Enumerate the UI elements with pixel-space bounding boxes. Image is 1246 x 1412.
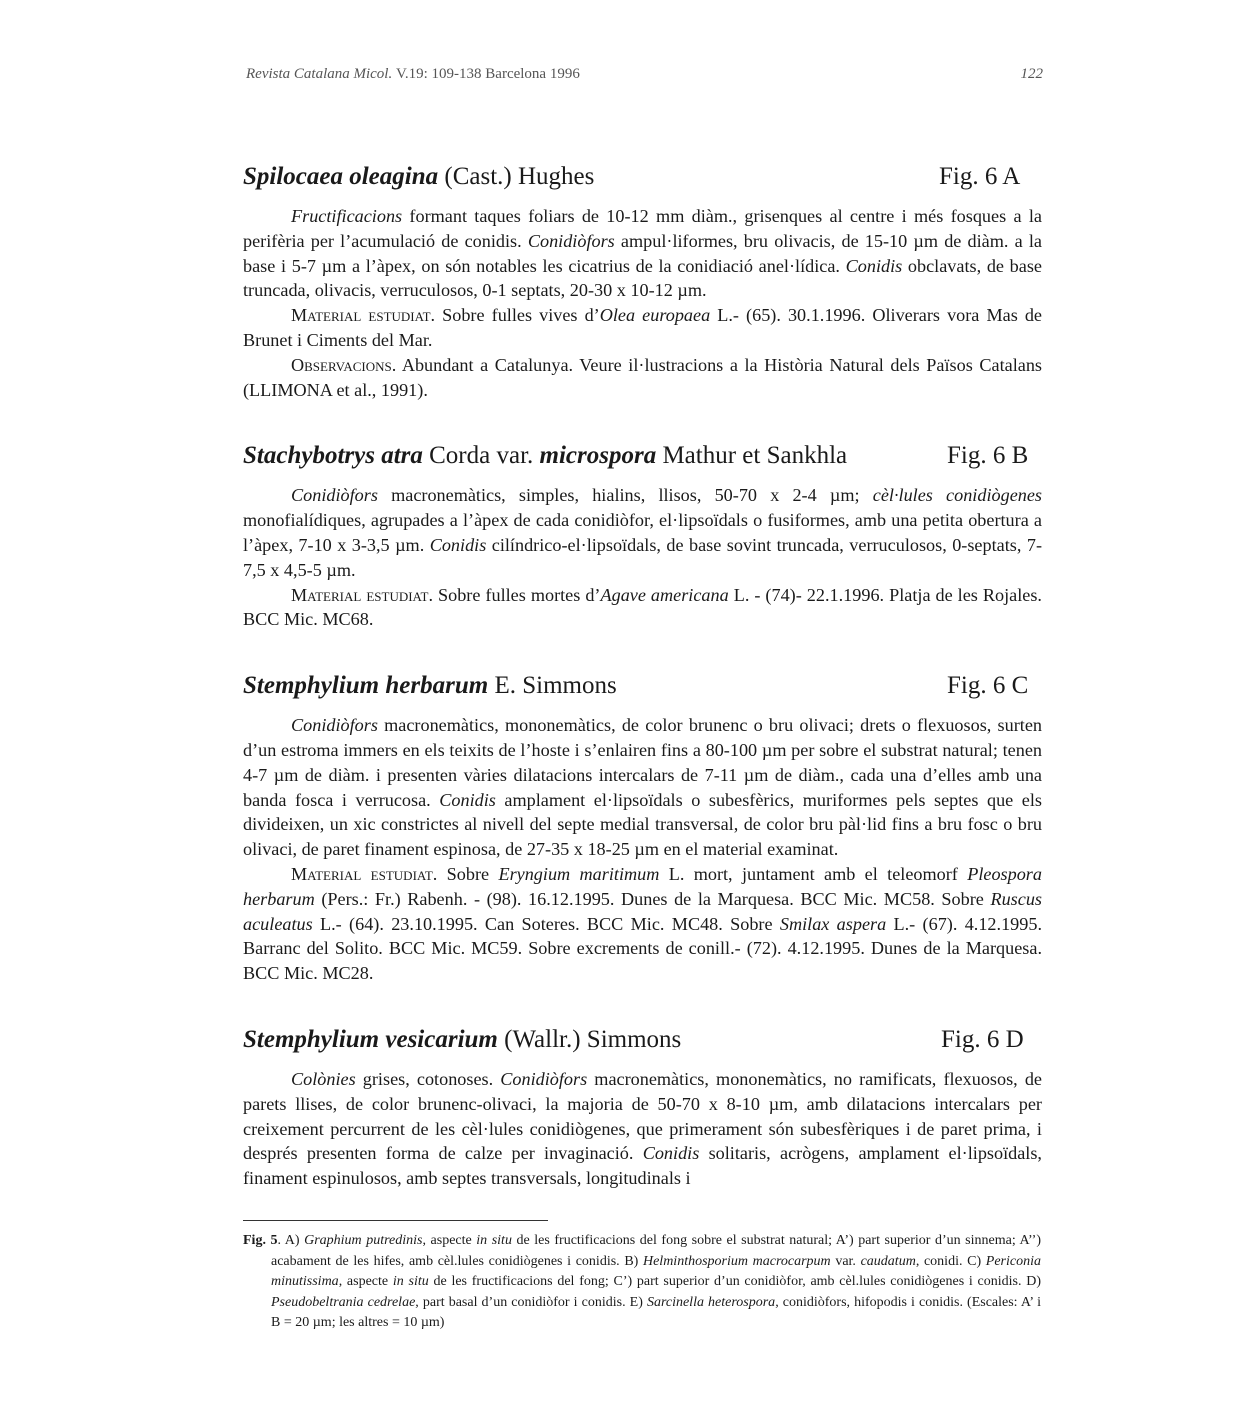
term-italic: in situ — [476, 1233, 512, 1248]
species-author: Corda var. — [422, 442, 540, 470]
text-run: . Sobre — [432, 863, 499, 884]
species-author: (Wallr.) Simmons — [497, 1025, 682, 1053]
species-name: Spilocaea oleagina — [243, 163, 439, 190]
text-run: de les fructificacions del fong sobre el substrat natural; A’) part superior d’un sinnema; A’’) acabament de les hifes, amb cèl.lules conidiògenes i conidis. B) — [271, 1233, 1041, 1269]
term-italic: Graphium putredinis — [304, 1233, 423, 1248]
term-italic: Fructificacions — [291, 206, 403, 226]
term-italic: Conidiòfors — [291, 715, 378, 736]
species-name: Stemphylium vesicarium — [243, 1025, 498, 1053]
term-italic: Conidiòfors — [527, 230, 615, 251]
text-run: formant taques foliars de 10-12 mm diàm., grisenques al centre i més fosques a la perifèria per l’acumulació de conidis. — [243, 206, 1042, 251]
text-run: obclavats, de base truncada, olivacis, verruculosos, 0-1 septats, 20-30 x 10-12 µm. — [243, 255, 1042, 301]
text-run: L.- (67). 4.12.1995. Barranc del Solito. BCC Mic. MC59. Sobre excrements de conill.- (72). 4.12.1995. Dunes de la Marquesa. BCC Mic. MC28. — [243, 913, 1042, 984]
running-head — [246, 66, 1043, 83]
text-run: amplament el·lipsoïdals o subesfèrics, muriformes pels septes que els divideixen, un xic constrictes al nivell del septe medial transversal, de color bru pàl·lid fins a bru fosc o bru olivaci, de paret finament espinosa, de 27-35 x 18-25 µm en el material examinat. — [243, 789, 1043, 860]
term-italic: Pseudobeltrania cedrelae — [271, 1294, 416, 1310]
term-italic: Conidiòfors — [291, 485, 378, 506]
page-number: 122 — [1020, 66, 1043, 82]
caption-label: Fig. 5 — [243, 1233, 278, 1248]
figure-reference: Fig. 6 B — [947, 442, 1029, 470]
species-author: (Cast.) Hughes — [438, 163, 595, 190]
term-italic: Conidis — [642, 1143, 700, 1164]
description-paragraph — [243, 713, 1042, 862]
term-italic: cèl·lules conidiògenes — [872, 485, 1043, 506]
variety-name: microspora — [539, 442, 657, 470]
species-heading — [243, 1023, 1042, 1057]
species-heading — [243, 439, 1042, 473]
term-italic: Periconia minutissima — [271, 1253, 1041, 1290]
term-italic: Sarcinella heterospora — [646, 1294, 776, 1310]
observations-paragraph — [243, 353, 1042, 403]
material-paragraph — [243, 862, 1042, 986]
section-label: Material estudiat — [291, 305, 431, 326]
text-run: L. mort, juntament amb el teleomorf — [659, 863, 968, 884]
term-italic: Conidis — [845, 255, 903, 276]
figure-reference: Fig. 6 C — [947, 672, 1029, 700]
species-name: Stemphylium herbarum — [243, 672, 489, 700]
species-entry — [243, 160, 1042, 402]
text-run: macronemàtics, mononemàtics, de color brunenc o bru olivaci; drets o flexuosos, surten d’un estroma immers en els teixits de l’hoste i s’enlairen fins a 80-100 µm per sobre el substrat natural; tenen 4-7 µm de diàm. i presenten vàries dilatacions intercalars de 7-11 µm de diàm., cada una d’elles amb una banda fosca i verrucosa. — [243, 715, 1042, 810]
text-run: , conidiòfors, hifopodis i conidis. (Escales: A’ i B = 20 µm; les altres = 10 µm) — [271, 1294, 1042, 1331]
text-run: cilíndrico-el·lipsoïdals, de base sovint truncada, verruculosos, 0-septats, 7-7,5 x 4,5-5 µm. — [243, 534, 1042, 580]
text-run: . Sobre fulles mortes d’ — [428, 584, 601, 605]
section-label: Material estudiat — [291, 863, 433, 884]
text-run: L. - (74)- 22.1.1996. Platja de les Rojales. BCC Mic. MC68. — [243, 584, 1042, 630]
text-run: . Abundant a Catalunya. Veure il·lustracions a la Història Natural dels Països Catalans (LLIMONA et al., 1991). — [243, 354, 1042, 400]
term-italic: Conidis — [429, 534, 487, 555]
description-paragraph — [243, 1067, 1042, 1191]
text-run: L.- (65). 30.1.1996. Oliverars vora Mas de Brunet i Ciments del Mar. — [243, 305, 1043, 350]
species-entry — [243, 669, 1042, 986]
term-italic: Olea europaea — [599, 305, 711, 326]
term-italic: Eryngium maritimum — [498, 863, 660, 884]
figure-caption — [243, 1231, 1042, 1334]
variety-author: Mathur et Sankhla — [656, 442, 848, 470]
term-italic: Colònies — [291, 1068, 356, 1089]
text-run: , part basal d’un conidiòfor i conidis. E) — [415, 1294, 647, 1310]
species-entry — [243, 1023, 1042, 1191]
term-italic: Conidiòfors — [500, 1068, 588, 1089]
journal-name: Revista Catalana Micol. — [246, 66, 393, 82]
term-italic: in situ — [392, 1274, 429, 1290]
term-italic: Pleospora herbarum — [243, 863, 1042, 909]
text-run: . Sobre fulles vives d’ — [430, 305, 600, 326]
term-italic: Ruscus aculeatus — [243, 888, 1042, 934]
text-run: grises, cotonoses. — [355, 1068, 501, 1089]
text-run: . A) — [277, 1233, 305, 1248]
species-heading — [243, 669, 1042, 703]
description-paragraph — [243, 483, 1042, 582]
figure-reference: Fig. 6 A — [939, 163, 1021, 190]
page-content — [243, 160, 1042, 1191]
term-italic: caudatum — [860, 1253, 916, 1269]
species-entry — [243, 439, 1042, 632]
section-label: Observacions — [291, 354, 392, 375]
text-run: (Pers.: Fr.) Rabenh. - (98). 16.12.1995. Dunes de la Marquesa. BCC Mic. MC58. Sobre — [314, 888, 991, 909]
material-paragraph — [243, 583, 1042, 633]
text-run: macronemàtics, mononemàtics, no ramificats, flexuosos, de parets llises, de color brunenc-olivaci, la majoria de 50-70 x 8-10 µm, amb dilatacions intercalars per creixement percurrent de les cèl·lules conidiògenes, que primerament són subesfèriques i de paret prima, i després presenten forma de calze per invaginació. — [243, 1068, 1042, 1164]
text-run: L.- (64). 23.10.1995. Can Soteres. BCC Mic. MC48. Sobre — [312, 913, 780, 934]
text-run: macronemàtics, simples, hialins, llisos, 50-70 x 2-4 µm; — [377, 485, 873, 506]
term-italic: Agave americana — [600, 584, 729, 605]
description-paragraph — [243, 204, 1042, 303]
text-run: de les fructificacions del fong; C’) part superior d’un conidiòfor, amb cèl.lules conidiògenes i conidis. D) — [428, 1274, 1041, 1290]
term-italic: Smilax aspera — [779, 913, 887, 934]
text-run: solitaris, acrògens, amplament el·lipsoïdals, finament espinulosos, amb septes transversals, longitudinals i — [243, 1143, 1042, 1189]
footnote-rule — [243, 1220, 548, 1221]
text-run: ampul·liformes, bru olivacis, de 15-10 µm de diàm. a la base i 5-7 µm a l’àpex, on són notables les cicatrius de la conidiació anel·lídica. — [243, 230, 1042, 276]
text-run: , aspecte — [338, 1274, 393, 1290]
text-run: monofialídiques, agrupades a l’àpex de cada conidiòfor, el·lipsoïdals o fusiformes, amb una petita obertura a l’àpex, 7-10 x 3-3,5 µm. — [243, 510, 1042, 555]
text-run: var. — [830, 1253, 861, 1269]
material-paragraph — [243, 303, 1042, 353]
journal-info: V.19: 109-138 Barcelona 1996 — [395, 66, 580, 82]
term-italic: Conidis — [439, 789, 496, 810]
species-author: E. Simmons — [488, 672, 617, 700]
figure-reference: Fig. 6 D — [941, 1025, 1024, 1053]
text-run: , conidi. C) — [915, 1253, 986, 1269]
section-label: Material estudiat — [291, 584, 429, 605]
term-italic: Helminthosporium macrocarpum — [642, 1253, 831, 1269]
species-name: Stachybotrys atra — [243, 442, 423, 470]
text-run: , aspecte — [422, 1233, 477, 1248]
species-heading — [243, 160, 1042, 194]
